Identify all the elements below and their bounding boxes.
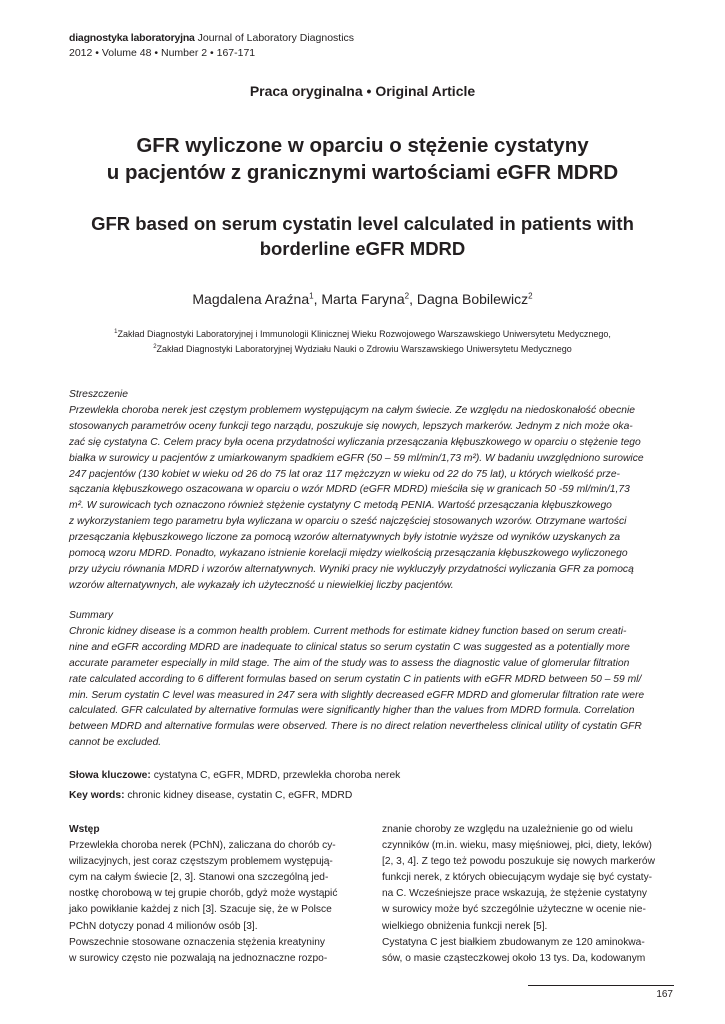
affiliation-mark: 2 [153, 344, 157, 350]
keywords-polish-label: Słowa kluczowe: [69, 770, 151, 781]
article-type: Praca oryginalna • Original Article [249, 83, 476, 99]
keywords-english [69, 790, 352, 801]
journal-header [69, 31, 354, 61]
body-line: nostkę chorobową w tej grupie chorób, gdyż może wystąpić [69, 888, 338, 900]
author-affiliation-mark: 2 [404, 291, 410, 301]
body-line: funkcji nerek, z których obiecującym wydaje się być cystaty- [382, 872, 653, 884]
body-column-left [69, 822, 361, 967]
author-name: Dagna Bobilewicz [416, 291, 529, 307]
journal-name: Journal of Laboratory Diagnostics [197, 32, 355, 44]
abstract-line: stosowanych parametrów oceny funkcji tego narządu, poszukuje się nowych, lepszych markerów. Jednym z nich może oka- [69, 420, 633, 432]
abstract-english [69, 608, 673, 751]
body-line: sów, o masie cząsteczkowej około 13 tys. Da, kodowanym [382, 952, 646, 964]
keywords-polish [69, 770, 400, 781]
body-line: PChN dotyczy ponad 4 milionów osób [3]. [69, 920, 258, 932]
body-line: znanie choroby ze względu na uzależnienie go od wielu [382, 824, 633, 835]
journal-title-line [69, 31, 354, 46]
body-line: w surowicy często nie pozwalają na jednoznaczne rozpo- [69, 952, 328, 964]
body-line: w surowicy może być szczególnie użyteczne w ocenie nie- [382, 904, 646, 916]
affiliation [40, 344, 685, 354]
section-heading: Wstęp [69, 824, 100, 835]
body-line: Cystatyna C jest białkiem zbudowanym ze 120 aminokwa- [382, 936, 645, 948]
summary-line: calculated. GFR calculated by alternative formulas were significantly higher than the values from MDRD formula. Correlation [69, 705, 635, 717]
abstract-line: Przewlekła choroba nerek jest częstym problemem występującym na całym świecie. Ze względu na niedoskonałość obecnie [69, 404, 636, 416]
body-line: wielkiego obniżenia funkcji nerek [5]. [382, 920, 548, 932]
keywords-english-text: chronic kidney disease, cystatin C, eGFR, MDRD [124, 790, 353, 801]
title-english-line: borderline eGFR MDRD [259, 238, 466, 259]
body-line: [2, 3, 4]. Z tego też powodu poszukuje się nowych markerów [382, 856, 655, 868]
author-name: Magdalena Araźna [192, 291, 310, 307]
authors [0, 291, 725, 307]
page-number: 167 [656, 989, 673, 1000]
abstract-line: m². W surowicach tych oznaczono również stężenie cystatyny C metodą PENIA. Wartość przesączania kłębuszkowego [69, 500, 612, 512]
abstract-line: przesączania kłębuszkowego liczone za pomocą wzorów alternatywnych były istotnie wyższe od wyników uzyskanych za [69, 532, 621, 544]
summary-line: rate calculated according to 6 different formulas based on serum cystatin C in patients with eGFR MDRD between 50 – 59 ml/ [69, 673, 642, 685]
body-line: cym na całym świecie [2, 3]. Stanowi ona szczególną jed- [69, 872, 329, 884]
abstract-line: przy użyciu równania MDRD i wzorów alternatywnych. Wyniki pracy nie wykluczyły przydatności wyliczania GFR za pomocą [69, 563, 634, 575]
summary-line: cannot be excluded. [69, 737, 162, 749]
title-polish-line: u pacjentów z granicznymi wartościami eGFR MDRD [106, 161, 619, 184]
title-english [40, 211, 685, 261]
abstract-line: z wykorzystaniem tego parametru była wyliczana w oparciu o sześć najczęściej stosowanych wzorów. Otrzymane wartości [69, 516, 627, 528]
abstract-line: sączania kłębuszkowego oszacowana w oparciu o wzór MDRD (eGFR MDRD) mieściła się w granicach 50 -59 ml/min/1,73 [69, 484, 630, 496]
abstract-heading: Streszczenie [69, 389, 128, 400]
body-line: na C. Wcześniejsze prace wskazują, że stężenie cystatyny [382, 888, 647, 900]
abstract-line: zać się cystatyna C. Celem pracy była ocena przydatności wyliczania przesączania kłębuszkowego w oparciu o stężenie tego [69, 436, 641, 448]
body-line: Powszechnie stosowane oznaczenia stężenia kreatyniny [69, 936, 325, 948]
abstract-line: białka w surowicy u pacjentów z umiarkowanym spadkiem eGFR (50 – 59 ml/min/1,73 m²). W badaniu uwzględniono surowice [69, 452, 644, 464]
summary-line: nine and eGFR according MDRD are inadequate to clinical status so serum cystatin C was suggested as a potentially more [69, 641, 630, 653]
summary-line: between MDRD and alternative formulas were observed. There is no direct relation nevertheless clinical utility of cystatin GFR [69, 721, 642, 733]
affiliation [40, 329, 685, 339]
author-affiliation-mark: 1 [309, 291, 314, 301]
author-affiliation-mark: 2 [528, 291, 533, 301]
title-polish-line: GFR wyliczone w oparciu o stężenie cystatyny [136, 134, 589, 157]
title-english-line: GFR based on serum cystatin level calculated in patients with [91, 213, 634, 234]
body-line: jako powikłanie każdej z nich [3]. Szacuje się, że w Polsce [69, 904, 332, 916]
abstract-polish [69, 387, 673, 594]
abstract-line: wzorów alternatywnych, ale wykazały ich użyteczność u niewielkiej liczby pacjentów. [69, 579, 454, 591]
author-separator: , [313, 291, 322, 307]
affiliation-text: Zakład Diagnostyki Laboratoryjnej i Immunologii Klinicznej Wieku Rozwojowego Warszawskiego Uniwersytetu Medycznego, [117, 329, 611, 339]
journal-issue: 2012 • Volume 48 • Number 2 • 167-171 [69, 47, 256, 59]
abstract-line: 247 pacjentów (130 kobiet w wieku od 26 do 75 lat oraz 117 mężczyzn w wieku od 22 do 75 lat), u których wielkość prze- [69, 468, 620, 480]
affiliation-text: Zakład Diagnostyki Laboratoryjnej Wydziału Nauki o Zdrowiu Warszawskiego Uniwersytetu Medycznego [156, 344, 572, 354]
footer-divider [528, 985, 674, 986]
keywords-english-label: Key words: [69, 790, 125, 801]
journal-brand: diagnostyka laboratoryjna [69, 32, 195, 44]
author-name: Marta Faryna [321, 291, 405, 307]
summary-heading: Summary [69, 610, 114, 621]
affiliation-mark: 1 [114, 329, 118, 335]
abstract-line: pomocą wzoru MDRD. Ponadto, wykazano istnienie korelacji między wielkością przesączania kłębuszkowego wyliczonego [69, 548, 628, 560]
keywords-polish-text: cystatyna C, eGFR, MDRD, przewlekła choroba nerek [150, 770, 401, 781]
title-polish [40, 132, 685, 186]
body-line: czynników (m.in. wieku, masy mięśniowej, płci, diety, leków) [382, 840, 652, 852]
summary-line: min. Serum cystatin C level was measured in 247 sera with slightly decreased eGFR MDRD and glomerular filtration rate were [69, 689, 645, 701]
summary-line: accurate parameter especially in mild stage. The aim of the study was to assess the diagnostic value of glomerular filtration [69, 657, 630, 669]
summary-line: Chronic kidney disease is a common health problem. Current methods for estimate kidney function based on serum creati- [69, 625, 627, 637]
body-column-right [382, 822, 674, 967]
body-line: Przewlekła choroba nerek (PChN), zaliczana do chorób cy- [69, 840, 336, 852]
body-line: wilizacyjnych, jest coraz częstszym problemem występują- [69, 856, 333, 868]
author-separator: , [409, 291, 417, 307]
